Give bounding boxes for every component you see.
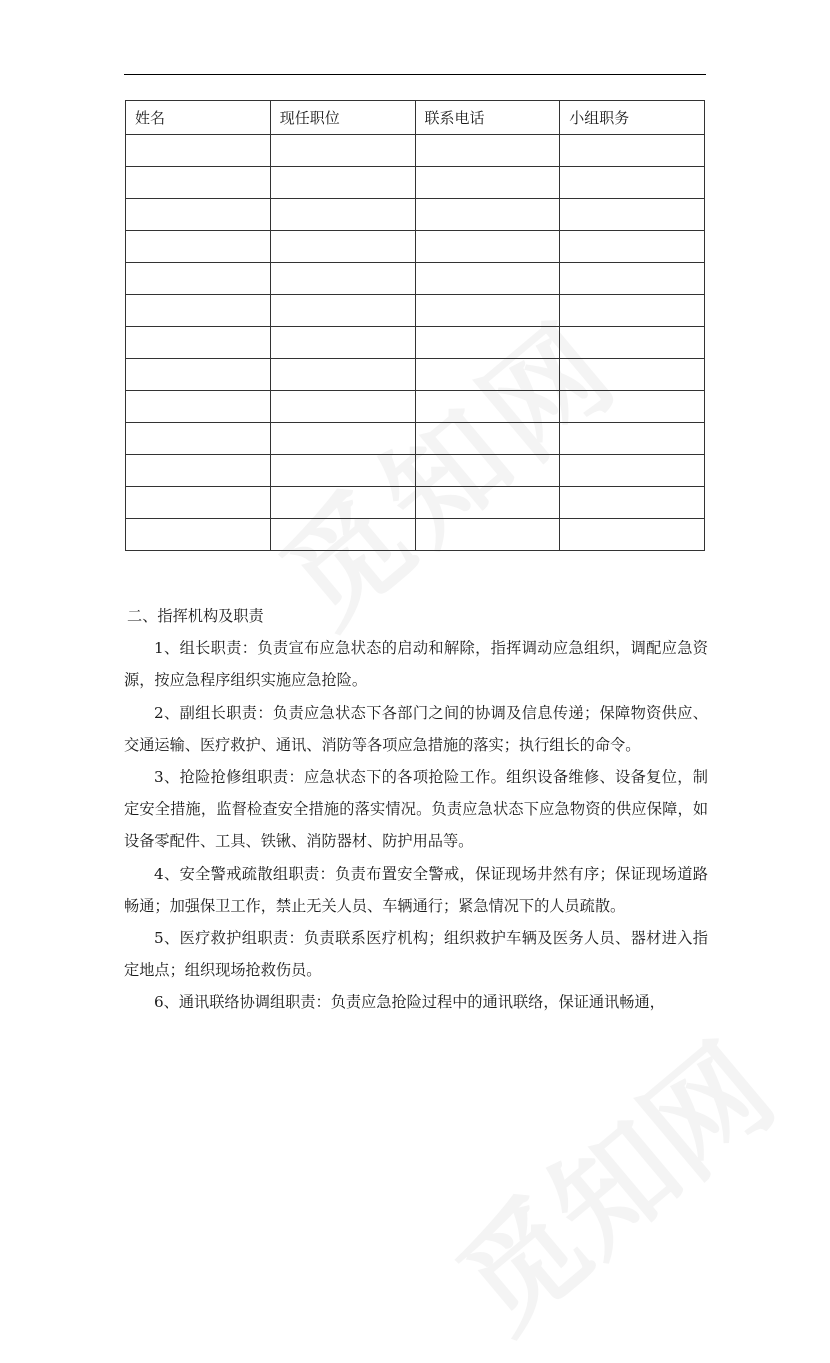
table-cell xyxy=(126,167,271,199)
table-cell xyxy=(415,199,560,231)
table-cell xyxy=(126,327,271,359)
table-cell xyxy=(560,199,705,231)
table-row xyxy=(126,359,705,391)
table-cell xyxy=(560,263,705,295)
section-heading: 二、指挥机构及职责 xyxy=(127,607,264,625)
table-cell xyxy=(126,135,271,167)
table-row xyxy=(126,455,705,487)
header-rule xyxy=(124,74,706,75)
personnel-table xyxy=(125,100,705,551)
paragraph-communication: 6、通讯联络协调组职责：负责应急抢险过程中的通讯联络，保证通讯畅通， xyxy=(154,993,665,1012)
table-cell xyxy=(560,295,705,327)
table-cell xyxy=(126,263,271,295)
paragraph-rescue-repair: 3、抢险抢修组职责：应急状态下的各项抢险工作。组织设备维修、设备复位，制定安全措施，监督检查安全措施的落实情况。负责应急状态下应急物资的供应保障，如设备零配件、工具、铁锹、消防器材、防护用品等。 xyxy=(124,768,708,851)
table-cell xyxy=(560,359,705,391)
table-row xyxy=(126,519,705,551)
table-cell xyxy=(270,263,415,295)
table-header-row xyxy=(126,101,705,135)
table-cell xyxy=(126,519,271,551)
table-cell xyxy=(560,487,705,519)
table-cell xyxy=(270,327,415,359)
paragraph-medical-rescue: 5、医疗救护组职责：负责联系医疗机构；组织救护车辆及医务人员、器材进入指定地点；组织现场抢救伤员。 xyxy=(124,929,708,980)
column-header-position: 现任职位 xyxy=(270,101,415,135)
table-cell xyxy=(415,423,560,455)
table-cell xyxy=(560,231,705,263)
table-cell xyxy=(560,135,705,167)
table-cell xyxy=(270,295,415,327)
table-row xyxy=(126,167,705,199)
column-header-group-role: 小组职务 xyxy=(560,101,705,135)
paragraph-leader: 1、组长职责：负责宣布应急状态的启动和解除，指挥调动应急组织，调配应急资源，按应急程序组织实施应急抢险。 xyxy=(124,639,708,690)
table-row xyxy=(126,135,705,167)
table-cell xyxy=(270,423,415,455)
table-cell xyxy=(415,519,560,551)
table-cell xyxy=(415,263,560,295)
table-row xyxy=(126,295,705,327)
table-cell xyxy=(560,391,705,423)
table-cell xyxy=(560,519,705,551)
table-row xyxy=(126,327,705,359)
table-cell xyxy=(270,167,415,199)
paragraph-deputy-leader: 2、副组长职责：负责应急状态下各部门之间的协调及信息传递；保障物资供应、交通运输、医疗救护、通讯、消防等各项应急措施的落实；执行组长的命令。 xyxy=(124,703,708,754)
table-cell xyxy=(415,295,560,327)
table-cell xyxy=(126,231,271,263)
table-row xyxy=(126,199,705,231)
table-cell xyxy=(270,231,415,263)
table-cell xyxy=(415,487,560,519)
table-cell xyxy=(560,167,705,199)
table-cell xyxy=(270,455,415,487)
table-cell xyxy=(270,135,415,167)
table-cell xyxy=(126,423,271,455)
paragraph-security-evacuation: 4、安全警戒疏散组职责：负责布置安全警戒，保证现场井然有序；保证现场道路畅通；加强保卫工作，禁止无关人员、车辆通行；紧急情况下的人员疏散。 xyxy=(124,864,708,915)
table-cell xyxy=(560,327,705,359)
table-cell xyxy=(270,391,415,423)
table-cell xyxy=(415,327,560,359)
table-cell xyxy=(270,487,415,519)
table-cell xyxy=(126,391,271,423)
table-cell xyxy=(270,359,415,391)
table-cell xyxy=(415,135,560,167)
table-cell xyxy=(560,455,705,487)
table-row xyxy=(126,487,705,519)
column-header-name: 姓名 xyxy=(126,101,271,135)
table-cell xyxy=(270,519,415,551)
column-header-phone: 联系电话 xyxy=(415,101,560,135)
table-cell xyxy=(415,359,560,391)
table-row xyxy=(126,423,705,455)
responsibilities-section xyxy=(124,600,708,1019)
table-row xyxy=(126,391,705,423)
table-row xyxy=(126,231,705,263)
table-cell xyxy=(126,359,271,391)
table-cell xyxy=(126,295,271,327)
table-cell xyxy=(126,455,271,487)
watermark-bottom xyxy=(417,999,803,1362)
table-cell xyxy=(126,199,271,231)
table-cell xyxy=(415,231,560,263)
table-cell xyxy=(415,167,560,199)
table-cell xyxy=(415,391,560,423)
table-cell xyxy=(560,423,705,455)
table-cell xyxy=(270,199,415,231)
table-row xyxy=(126,263,705,295)
table-cell xyxy=(415,455,560,487)
table-cell xyxy=(126,487,271,519)
